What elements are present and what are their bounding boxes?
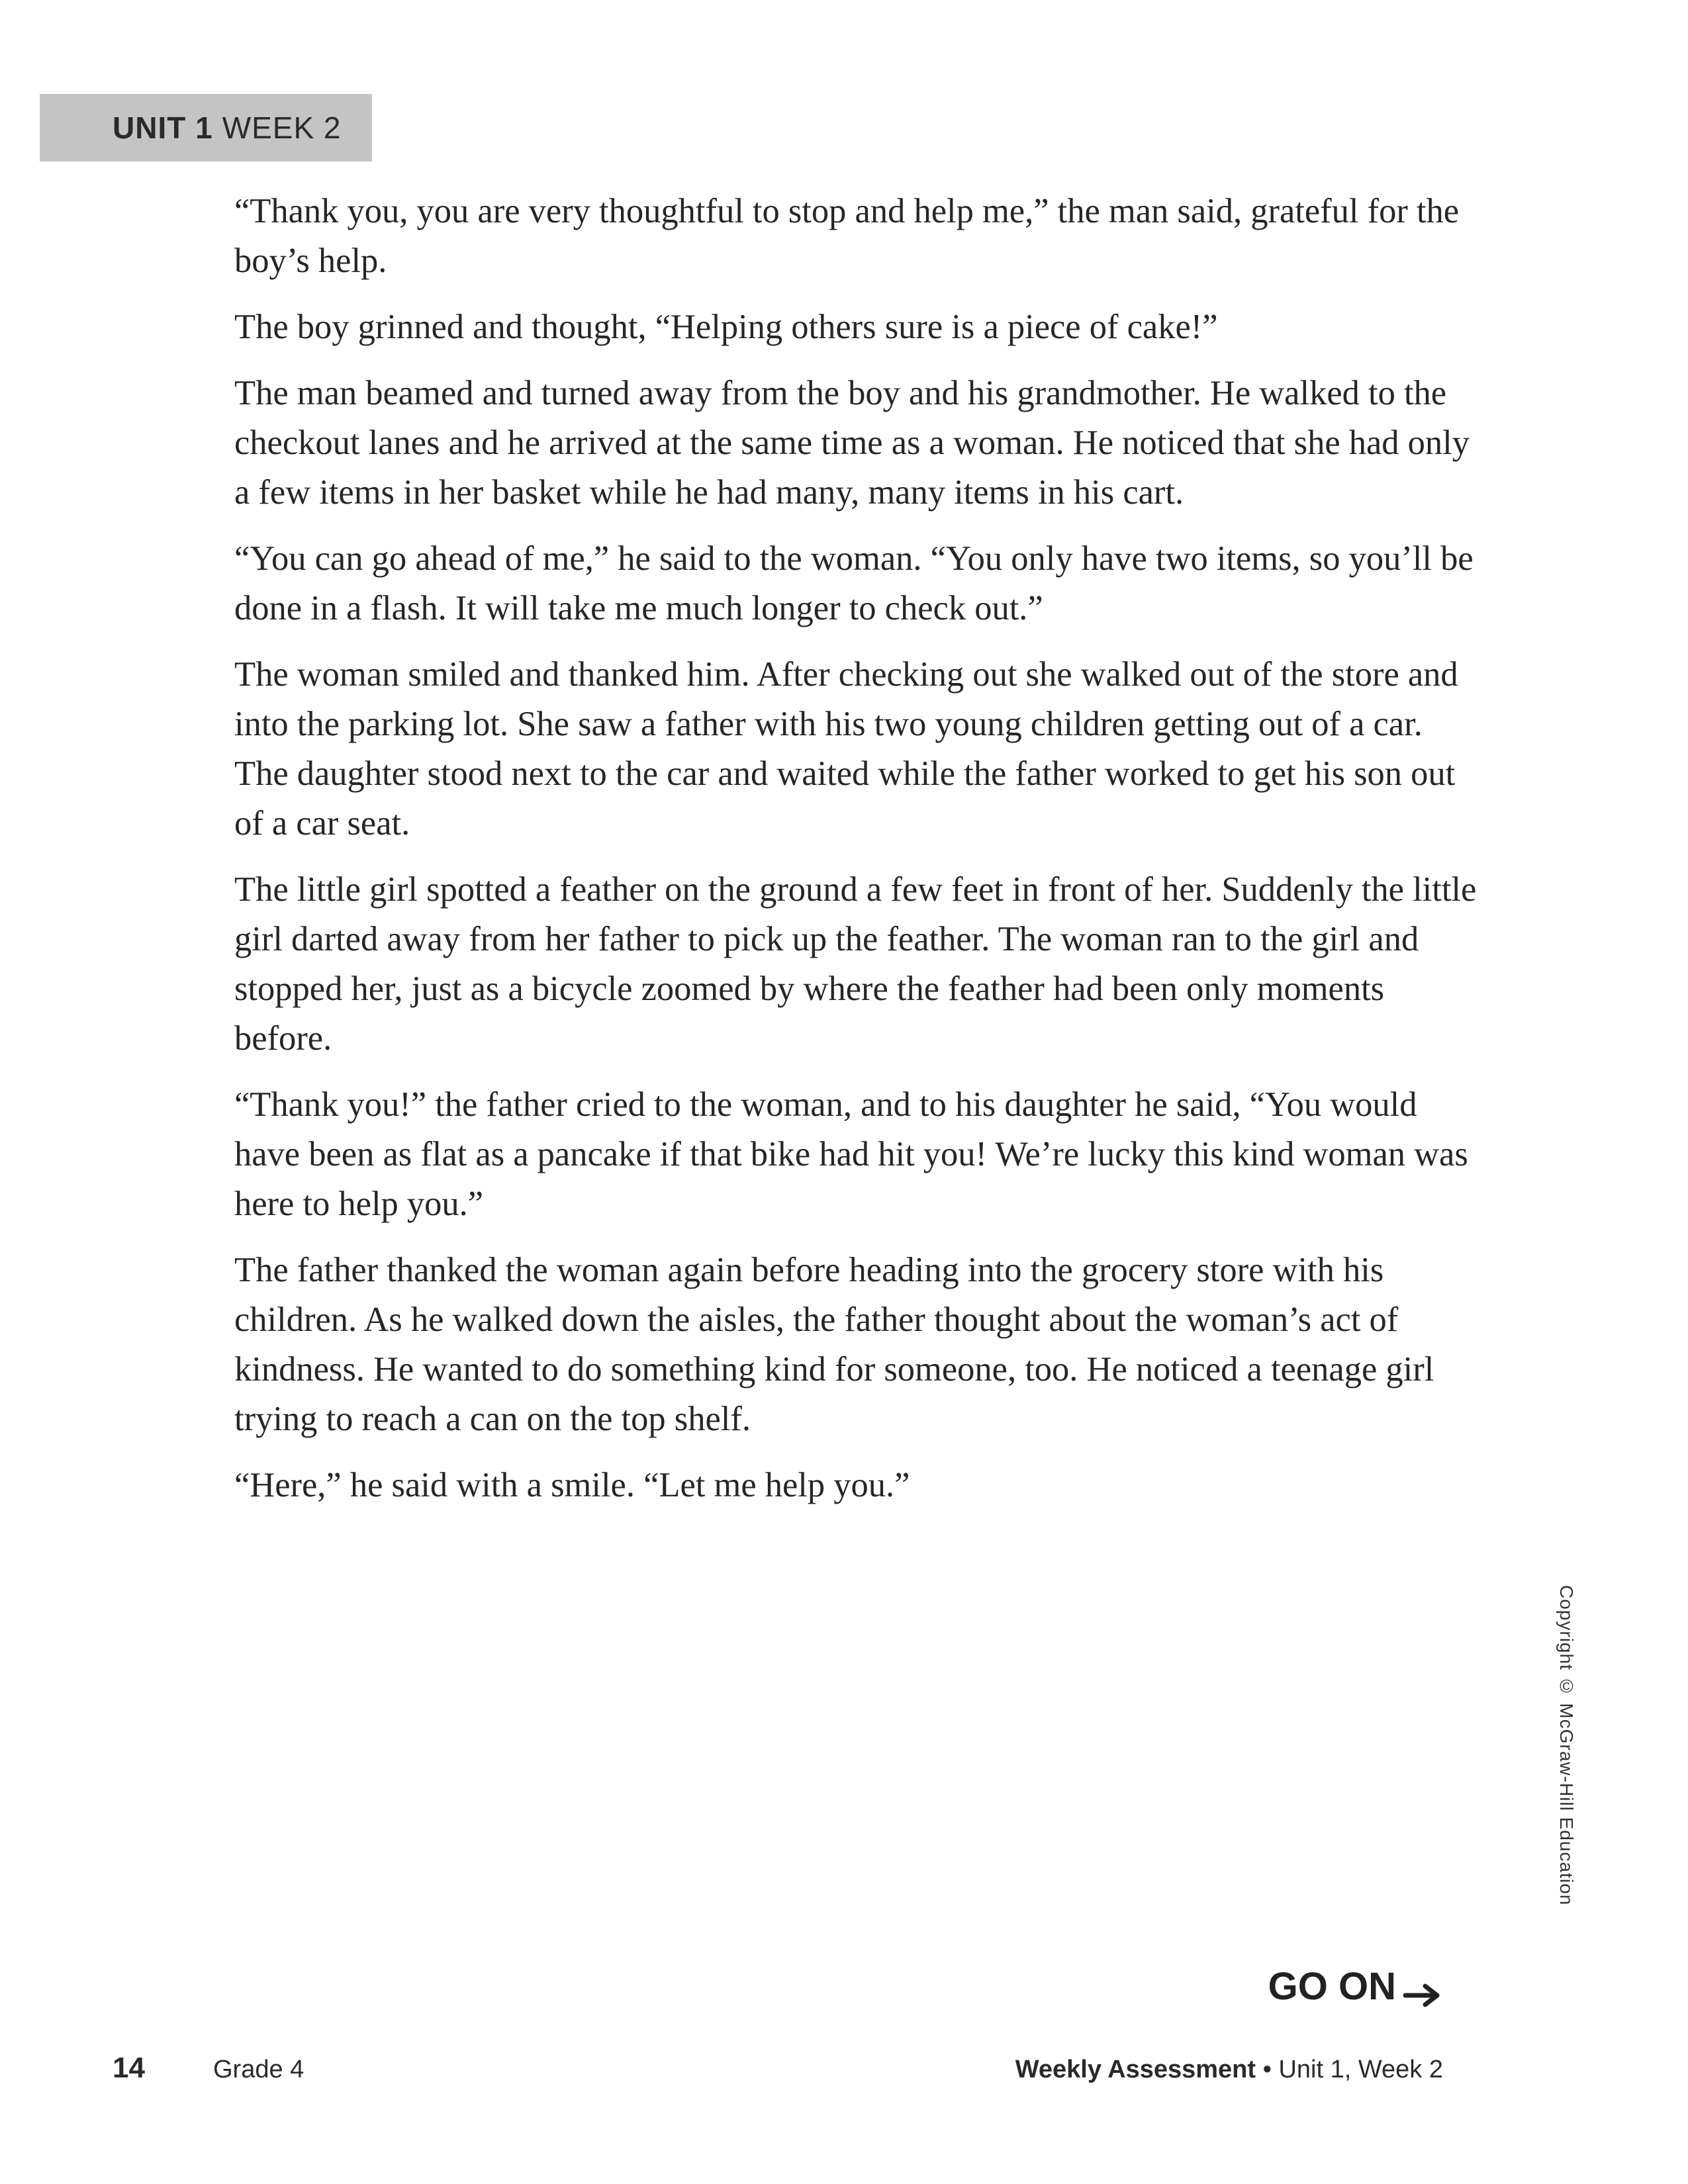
assessment-label	[1015, 2056, 1443, 2084]
go-on-indicator	[1268, 1964, 1444, 2009]
paragraph: The father thanked the woman again before heading into the grocery store with his children. As he walked down the aisles, the father thought about the woman’s act of kindness. He wanted to do something kind for someone, too. He noticed a teenage girl trying to reach a can on the top shelf.	[234, 1251, 1434, 1438]
paragraph: “Thank you!” the father cried to the woman, and to his daughter he said, “You would have been as flat as a pancake if that bike had hit you! We’re lucky this kind woman was here to help you.”	[234, 1085, 1468, 1223]
paragraph: The man beamed and turned away from the boy and his grandmother. He walked to the checkout lanes and he arrived at the same time as a woman. He noticed that she had only a few items in her basket while he had many, many items in his cart.	[234, 374, 1470, 512]
page-number: 14	[113, 2052, 145, 2084]
unit-label: UNIT 1	[113, 111, 213, 145]
assessment-title: Weekly Assessment	[1015, 2056, 1256, 2083]
story-passage	[234, 187, 1479, 1527]
week-label: WEEK 2	[222, 111, 342, 145]
paragraph: The little girl spotted a feather on the ground a few feet in front of her. Suddenly the little girl darted away from her father to pick up the feather. The woman ran to the girl and stopped her, just as a bicycle zoomed by where the feather had been only moments before.	[234, 870, 1477, 1058]
paragraph: “You can go ahead of me,” he said to the woman. “You only have two items, so you’ll be done in a flash. It will take me much longer to check out.”	[234, 539, 1474, 627]
paragraph: The woman smiled and thanked him. After checking out she walked out of the store and into the parking lot. She saw a father with his two young children getting out of a car. The daughter stood next to the car and waited while the father worked to get his son out of a car seat.	[234, 655, 1458, 842]
grade-label: Grade 4	[213, 2056, 305, 2083]
footer-separator: •	[1262, 2056, 1272, 2083]
paragraph: “Here,” he said with a smile. “Let me help you.”	[234, 1466, 910, 1504]
right-arrow-icon	[1403, 1974, 1444, 2000]
assessment-detail: Unit 1, Week 2	[1278, 2056, 1443, 2083]
unit-week-tab	[40, 94, 372, 161]
paragraph: The boy grinned and thought, “Helping others sure is a piece of cake!”	[234, 308, 1218, 346]
paragraph: “Thank you, you are very thoughtful to stop and help me,” the man said, grateful for the boy’s help.	[234, 192, 1460, 280]
copyright-notice: Copyright © McGraw-Hill Education	[1556, 1585, 1577, 1906]
go-on-label: GO ON	[1268, 1965, 1396, 2008]
